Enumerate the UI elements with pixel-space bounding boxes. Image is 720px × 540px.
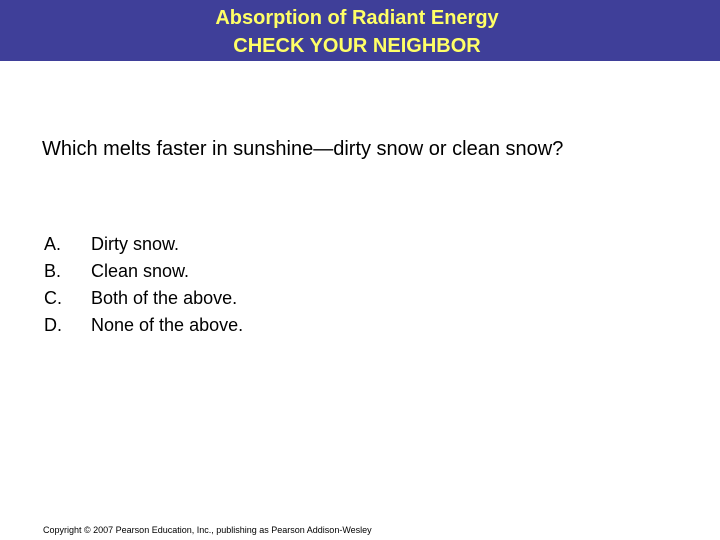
option-letter: B. <box>44 261 62 281</box>
copyright-notice: Copyright © 2007 Pearson Education, Inc., publishing as Pearson Addison-Wesley <box>43 525 372 535</box>
option-text: Clean snow. <box>91 261 190 281</box>
option-letter: D. <box>44 315 62 335</box>
slide-title: Absorption of Radiant Energy <box>215 7 499 29</box>
question-text: Which melts faster in sunshine—dirty snow or clean snow? <box>42 138 564 160</box>
option-text: Dirty snow. <box>91 234 180 254</box>
option-letter: C. <box>44 288 62 308</box>
option-text: None of the above. <box>91 315 244 335</box>
slide-header <box>0 0 720 61</box>
option-letter: A. <box>44 234 62 254</box>
option-text: Both of the above. <box>91 288 238 308</box>
slide-subtitle: CHECK YOUR NEIGHBOR <box>233 35 481 57</box>
